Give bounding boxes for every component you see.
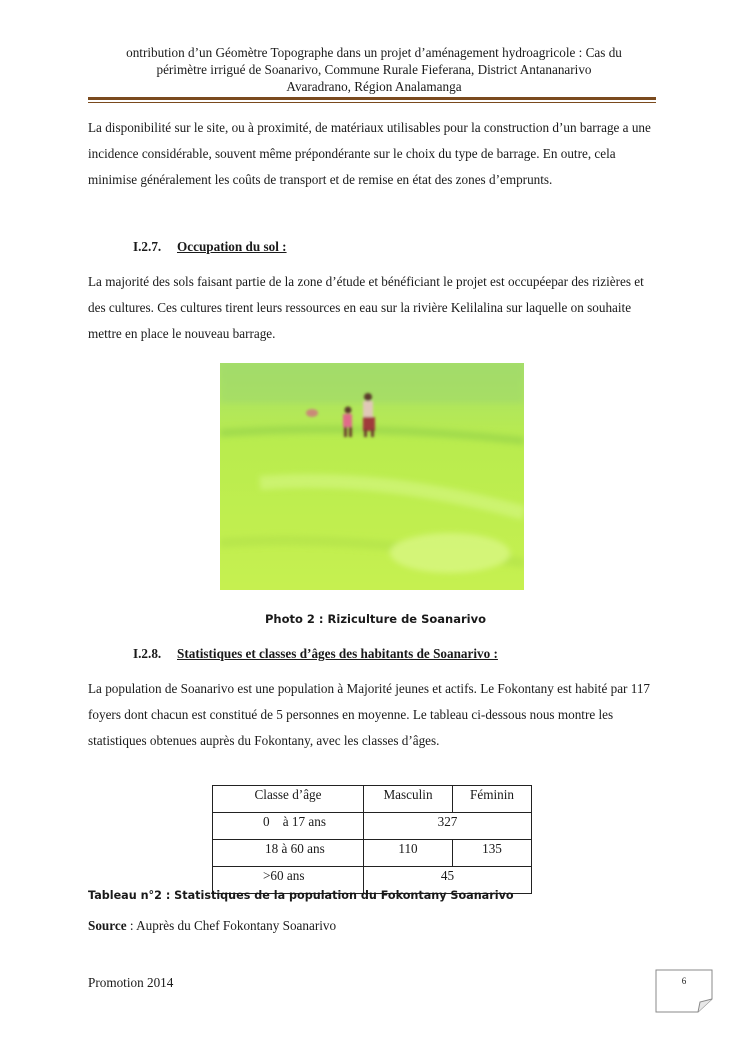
- table-cell-age-class: 18 à 60 ans: [213, 840, 364, 867]
- section-title: Statistiques et classes d’âges des habitants de Soanarivo :: [177, 646, 498, 661]
- age-statistics-table: [212, 785, 532, 894]
- table-cell-masculin: 110: [364, 840, 453, 867]
- table-row: [213, 813, 532, 840]
- table-header-row: [213, 786, 532, 813]
- table-caption: Tableau n°2 : Statistiques de la population du Fokontany Soanarivo: [88, 889, 514, 902]
- section-number: I.2.8.: [133, 646, 162, 661]
- table-cell-merged: 45: [364, 867, 532, 894]
- running-header: [80, 44, 668, 95]
- table-row: [213, 840, 532, 867]
- header-rule-thick: [88, 97, 656, 100]
- rice-field-illustration: [220, 363, 524, 590]
- footer-promotion: Promotion 2014: [88, 975, 174, 990]
- section-heading-statistics: [133, 646, 498, 662]
- table-header-cell: Masculin: [364, 786, 453, 813]
- section-heading-occupation: [133, 239, 287, 255]
- rice-field-photo: [220, 363, 524, 590]
- table-cell-age-class: >60 ans: [213, 867, 364, 894]
- table-cell-age-class: 0 à 17 ans: [213, 813, 364, 840]
- photo-caption: Photo 2 : Riziculture de Soanarivo: [265, 612, 486, 626]
- table-cell-feminin: 135: [453, 840, 532, 867]
- paragraph-population: La population de Soanarivo est une population à Majorité jeunes et actifs. Le Fokontany est habité par 117 foyers dont chacun est constitué de 5 personnes en moyenne. Le tableau ci-dessous nous montre les statistiques obtenues auprès du Fokontany, avec les classes d’âges.: [88, 681, 651, 748]
- header-line-1: ontribution d’un Géomètre Topographe dans un projet d’aménagement hydroagricole : Cas du: [126, 45, 622, 60]
- page-number-box: [655, 969, 713, 1013]
- paragraph-land-use: La majorité des sols faisant partie de la zone d’étude et bénéficiant le projet est occupéepar des rizières et des cultures. Ces cultures tirent leurs ressources en eau sur la rivière Kelilalina sur laquelle on souhaite mettre en place le nouveau barrage.: [88, 274, 644, 341]
- table-header-cell: Féminin: [453, 786, 532, 813]
- source-line: [88, 918, 336, 934]
- header-rule-thin: [88, 102, 656, 103]
- table-header-cell: Classe d’âge: [213, 786, 364, 813]
- section-number: I.2.7.: [133, 239, 162, 254]
- table-cell-merged: 327: [364, 813, 532, 840]
- section-title: Occupation du sol :: [177, 239, 287, 254]
- paragraph-materials: La disponibilité sur le site, ou à proximité, de matériaux utilisables pour la construction d’un barrage a une incidence considérable, souvent même prépondérante sur le choix du type de barrage. En outre, cela minimise généralement les coûts de transport et de remise en état des zones d’emprunts.: [88, 120, 651, 187]
- page-number: 6: [681, 976, 687, 986]
- source-text: : Auprès du Chef Fokontany Soanarivo: [126, 918, 337, 933]
- source-label: Source: [88, 918, 127, 933]
- header-line-2: périmètre irrigué de Soanarivo, Commune Rurale Fieferana, District Antananarivo: [156, 62, 592, 77]
- header-line-3: Avaradrano, Région Analamanga: [286, 79, 462, 94]
